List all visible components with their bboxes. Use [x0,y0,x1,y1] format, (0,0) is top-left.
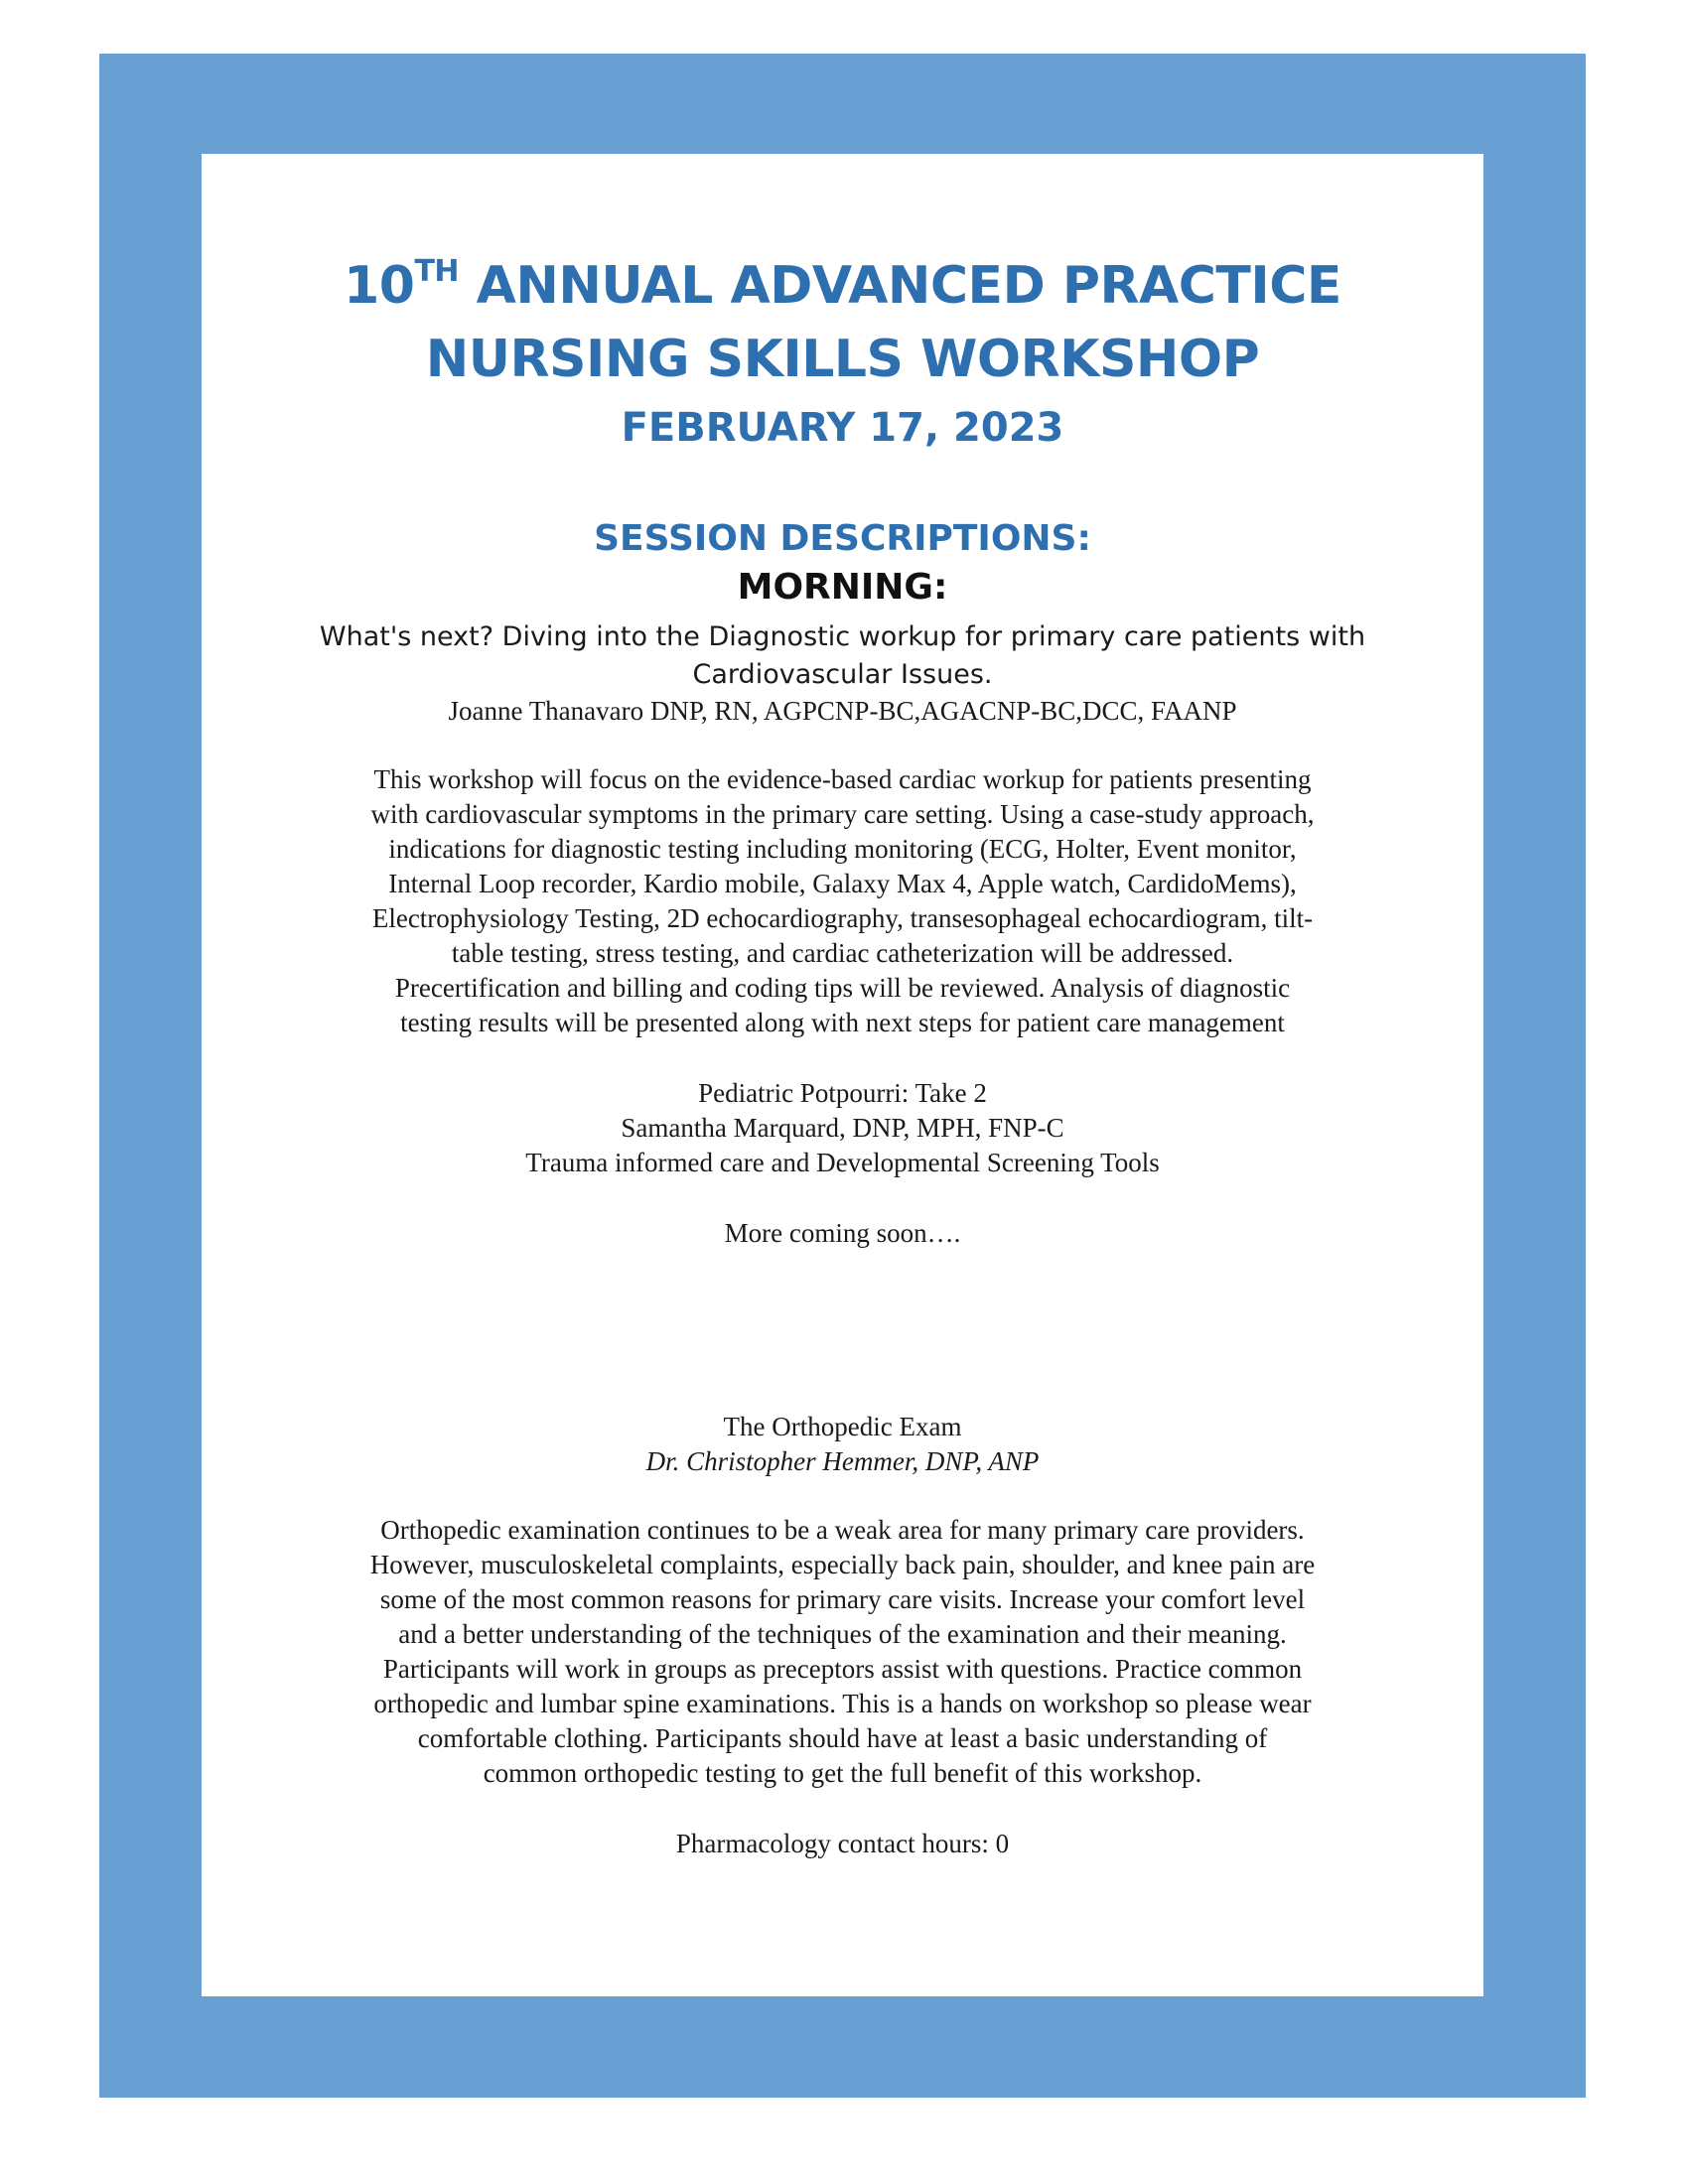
more-coming-note: More coming soon…. [724,1218,961,1248]
session2-title: Pediatric Potpourri: Take 2 [698,1078,987,1108]
morning-heading: MORNING: [737,567,948,608]
session3-speaker: Dr. Christopher Hemmer, DNP, ANP [645,1446,1040,1476]
page-border-frame [99,54,1586,2098]
ordinal-superscript: TH [414,254,460,289]
workshop-title-line2: NURSING SKILLS WORKSHOP [425,330,1260,389]
workshop-date: FEBRUARY 17, 2023 [621,405,1064,451]
session-descriptions-heading: SESSION DESCRIPTIONS: [594,518,1091,559]
session1-description: This workshop will focus on the evidence-based cardiac workup for patients presenting with cardiovascular symptoms in the primary care setting. Using a case-study approach, indications for diagnostic testing including monitoring (ECG, Holter, Event monitor, Internal Loop recorder, Kardio mobile, Galaxy Max 4, Apple watch, CardidoMems), Electrophysiology Testing, 2D echocardiography, transesophageal echocardiogram, tilt- table testing, stress testing, and cardiac catheterization will be addressed. Precertification and billing and coding tips will be reviewed. Analysis of diagnostic testing results will be presented along with next steps for patient care management [370,764,1315,1037]
session1-title: What's next? Diving into the Diagnostic workup for primary care patients with Cardiovascular Issues. [319,621,1366,690]
flyer-content [202,154,1483,1996]
workshop-title-line1: 10TH ANNUAL ADVANCED PRACTICE [344,254,1341,316]
session2-speaker: Samantha Marquard, DNP, MPH, FNP-C [621,1113,1064,1143]
pharmacology-hours: Pharmacology contact hours: 0 [675,1829,1010,1858]
session1-speaker: Joanne Thanavaro DNP, RN, AGPCNP-BC,AGACNP-BC,DCC, FAANP [448,696,1237,726]
session2-topic: Trauma informed care and Developmental Screening Tools [525,1148,1160,1177]
session3-description: Orthopedic examination continues to be a weak area for many primary care providers. However, musculoskeletal complaints, especially back pain, shoulder, and knee pain are some of the most common reasons for primary care visits. Increase your comfort level and a better understanding of the techniques of the examination and their meaning. Participants will work in groups as preceptors assist with questions. Practice common orthopedic and lumbar spine examinations. This is a hands on workshop so please wear comfortable clothing. Participants should have at least a basic understanding of common orthopedic testing to get the full benefit of this workshop. [369,1515,1316,1788]
session3-title: The Orthopedic Exam [723,1412,962,1441]
